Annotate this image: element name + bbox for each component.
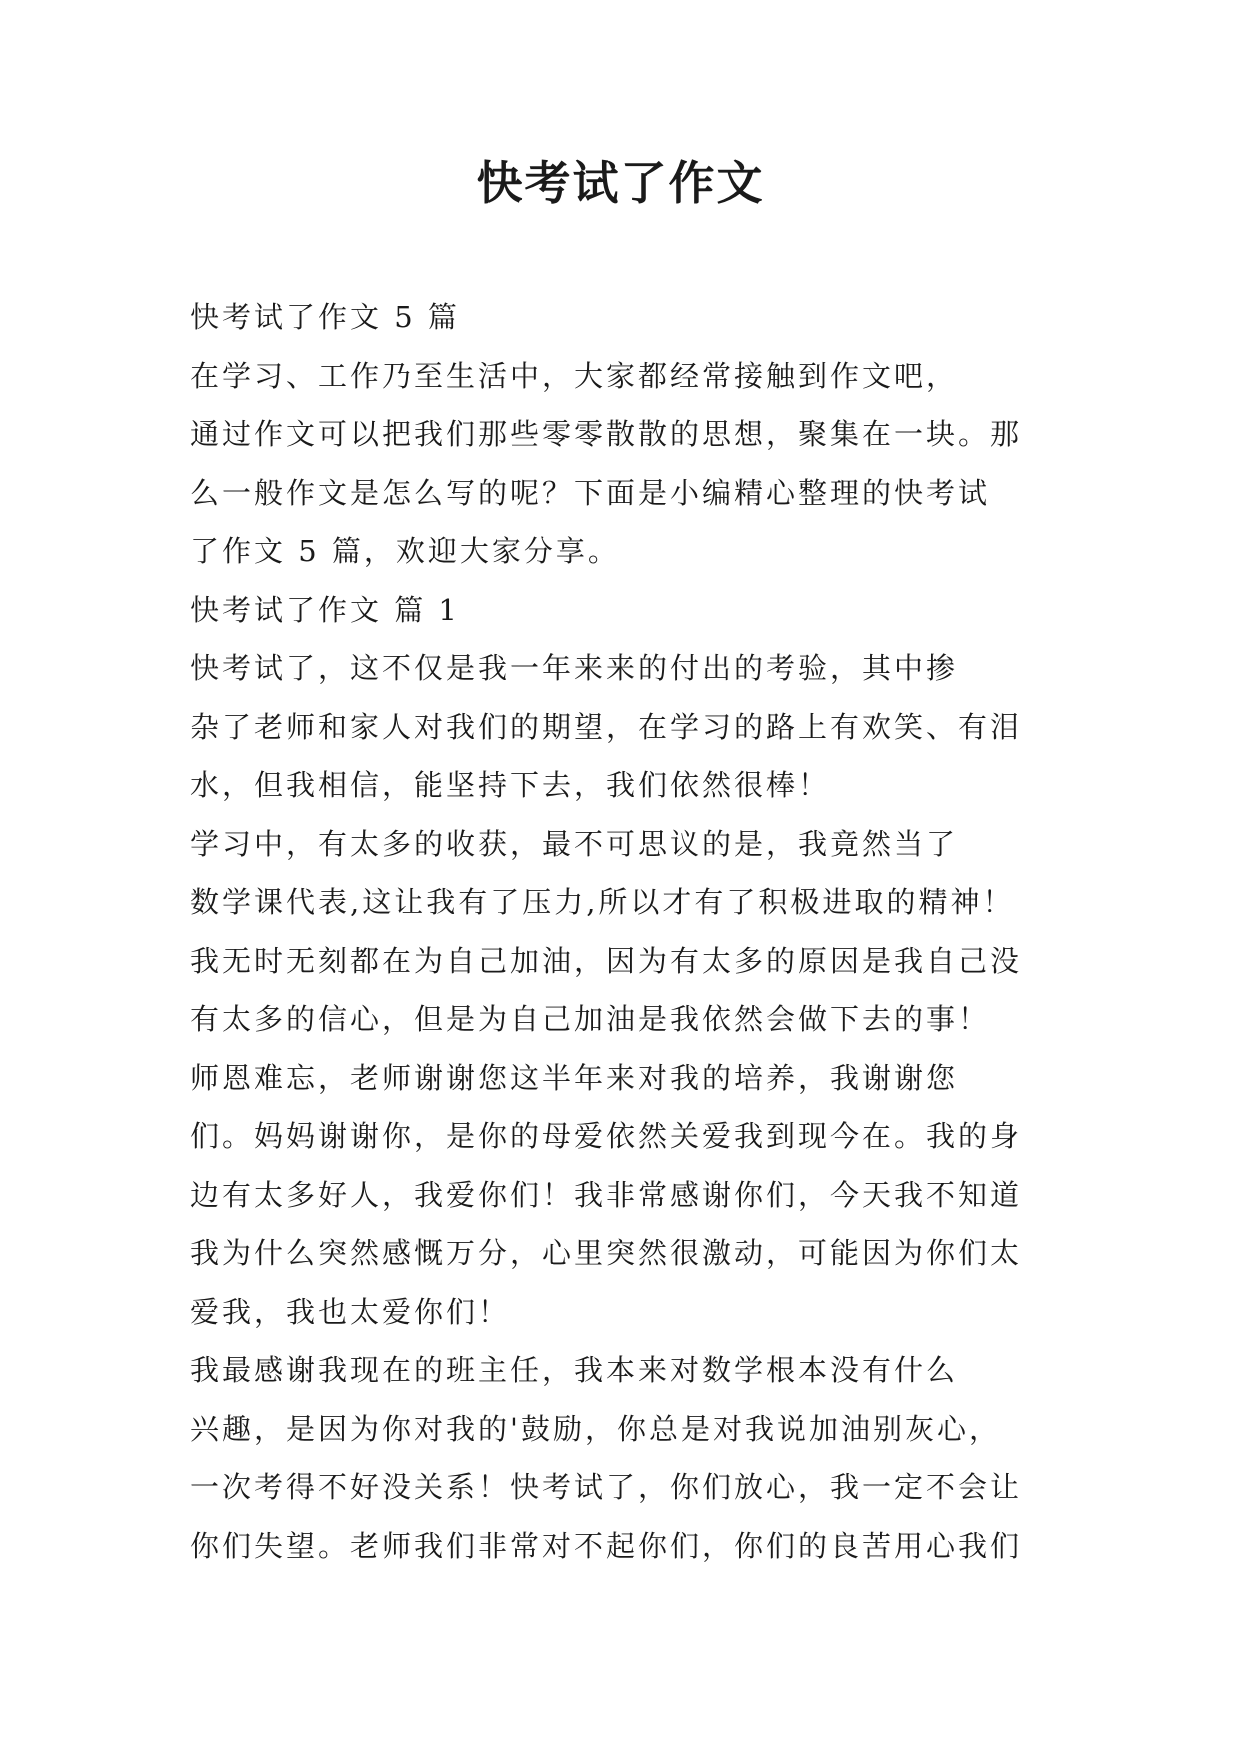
- intro-line: 在学习、工作乃至生活中，大家都经常接触到作文吧，: [190, 358, 959, 393]
- text-line: 杂了老师和家人对我们的期望，在学习的路上有欢笑、有泪: [190, 709, 1023, 744]
- text-line: 有太多的信心，但是为自己加油是我依然会做下去的事！: [190, 1002, 991, 1036]
- text-line: 爱我，我也太爱你们！: [190, 1294, 511, 1329]
- text-line: 水，但我相信，能坚持下去，我们依然很棒！: [190, 768, 831, 802]
- intro-line: 了作文 5 篇，欢迎大家分享。: [190, 534, 620, 568]
- text-line: 你们失望。老师我们非常对不起你们，你们的良苦用心我们: [190, 1528, 1023, 1563]
- text-line: 数学课代表,这让我有了压力,所以才有了积极进取的精神！: [190, 885, 1015, 919]
- paragraph-3: [190, 1049, 1050, 1342]
- section-heading: 快考试了作文 篇 1: [190, 592, 460, 627]
- text-line: 一次考得不好没关系！快考试了，你们放心，我一定不会让: [190, 1470, 1023, 1504]
- paragraph-1: [190, 639, 1050, 815]
- intro-line: 么一般作文是怎么写的呢？下面是小编精心整理的快考试: [190, 475, 991, 510]
- paragraph-4: [190, 1341, 1050, 1575]
- text-line: 兴趣，是因为你对我的'鼓励，你总是对我说加油别灰心，: [190, 1411, 1001, 1446]
- heading-line: 快考试了作文 5 篇: [190, 300, 460, 334]
- text-line: 们。妈妈谢谢你，是你的母爱依然关爱我到现今在。我的身: [190, 1119, 1023, 1153]
- text-line: 我最感谢我现在的班主任，我本来对数学根本没有什么: [190, 1353, 959, 1387]
- document-title: 快考试了作文: [476, 156, 765, 210]
- intro-line: 通过作文可以把我们那些零零散散的思想，聚集在一块。那: [190, 417, 1023, 451]
- text-line: 师恩难忘，老师谢谢您这半年来对我的培养，我谢谢您: [190, 1060, 959, 1095]
- paragraph-2: [190, 815, 1050, 1049]
- text-line: 我无时无刻都在为自己加油，因为有太多的原因是我自己没: [190, 943, 1023, 978]
- document-body: [190, 288, 1050, 1575]
- text-line: 学习中，有太多的收获，最不可思议的是，我竟然当了: [190, 826, 959, 861]
- text-line: 边有太多好人，我爱你们！我非常感谢你们，今天我不知道: [190, 1177, 1023, 1212]
- text-line: 我为什么突然感慨万分，心里突然很激动，可能因为你们太: [190, 1236, 1023, 1270]
- intro-paragraph: [190, 347, 1050, 581]
- text-line: 快考试了，这不仅是我一年来来的付出的考验，其中掺: [190, 651, 959, 685]
